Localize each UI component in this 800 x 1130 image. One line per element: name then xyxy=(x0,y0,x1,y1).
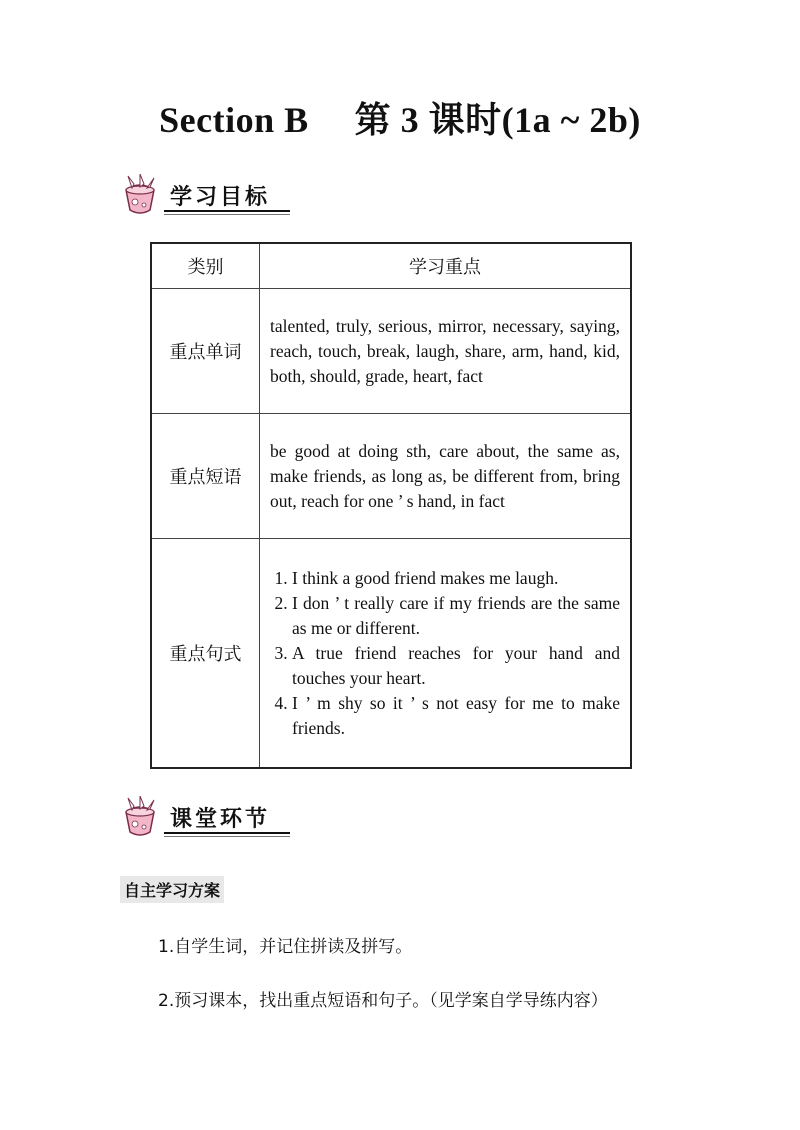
row-category: 重点句式 xyxy=(151,539,260,769)
table-row xyxy=(151,539,631,769)
key-sentences-list xyxy=(270,566,620,741)
page-title: Section B 第 3 课时(1a ~ 2b) xyxy=(159,100,641,140)
self-study-heading: 自主学习方案 xyxy=(120,876,224,903)
self-study-item: 2.预习课本，找出重点短语和句子。（见学案自学导练内容） xyxy=(158,991,608,1011)
sentence-item: 3. A true friend reaches for your hand and touches your heart. xyxy=(292,641,620,691)
table-header-category: 类别 xyxy=(151,243,260,289)
self-study-item: 1.自学生词，并记住拼读及拼写。 xyxy=(158,937,413,957)
heading-underline-thin xyxy=(164,836,290,837)
row-content: talented, truly, serious, mirror, necessary, saying, reach, touch, break, laugh, share, arm, hand, kid, both, should, grade, heart, fact xyxy=(260,289,632,414)
sentence-item: 4. I ’ m shy so it ’ s not easy for me to make friends. xyxy=(292,691,620,741)
sentence-item: 1. I think a good friend makes me laugh. xyxy=(292,566,620,591)
sentence-item: 2. I don ’ t really care if my friends are the same as me or different. xyxy=(292,591,620,641)
row-category: 重点短语 xyxy=(151,414,260,539)
row-category: 重点单词 xyxy=(151,289,260,414)
section-goals-label: 学习目标 xyxy=(170,185,271,210)
flower-pot-icon xyxy=(118,174,162,216)
section-class-heading xyxy=(118,792,298,842)
section-class-label: 课堂环节 xyxy=(170,807,271,832)
heading-underline-thin xyxy=(164,214,290,215)
row-content: be good at doing sth, care about, the same as, make friends, as long as, be different from, bring out, reach for one ’ s hand, in fact xyxy=(260,414,632,539)
section-goals-heading xyxy=(118,170,298,220)
table-header-focus: 学习重点 xyxy=(260,243,632,289)
learning-goals-table xyxy=(150,242,632,769)
heading-underline xyxy=(164,210,290,212)
table-row xyxy=(151,289,631,414)
row-content xyxy=(260,539,632,769)
heading-underline xyxy=(164,832,290,834)
table-header-row xyxy=(151,243,631,289)
table-row xyxy=(151,414,631,539)
flower-pot-icon xyxy=(118,796,162,838)
